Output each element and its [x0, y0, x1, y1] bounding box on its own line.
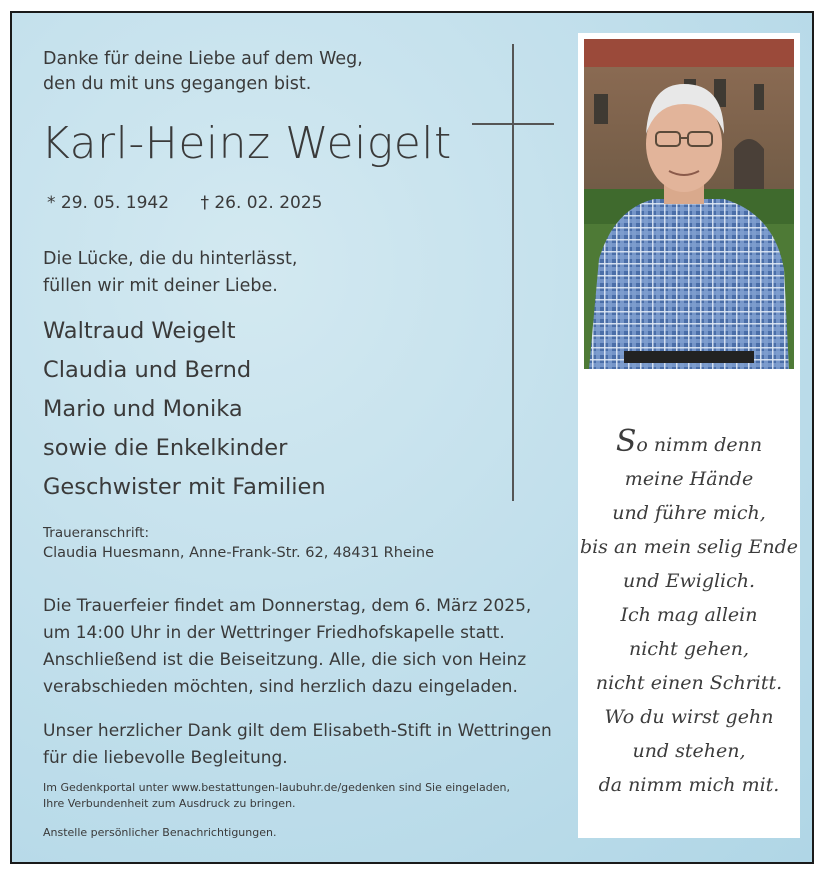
portrait-photo [584, 39, 794, 369]
service-line: um 14:00 Uhr in der Wettringer Friedhofskapelle statt. [43, 623, 505, 643]
poem-line: meine Hände [624, 468, 754, 490]
notification-note: Anstelle persönlicher Benachrichtigungen. [43, 826, 277, 839]
portal-line: Im Gedenkportal unter www.bestattungen-laubuhr.de/gedenken sind Sie eingeladen, [43, 781, 510, 794]
birth-date: * 29. 05. 1942 [47, 193, 170, 213]
thanks-line: Unser herzlicher Dank gilt dem Elisabeth-Stift in Wettringen [43, 721, 552, 741]
memorial-verse [43, 246, 297, 300]
mourner: Claudia und Bernd [43, 357, 252, 383]
service-line: Anschließend ist die Beiseitzung. Alle, die sich von Heinz [43, 650, 527, 670]
cross-icon-bar [472, 123, 554, 125]
poem [578, 424, 800, 802]
poem-initial: S [615, 424, 637, 459]
mourners-list [43, 312, 326, 507]
intro-line: Danke für deine Liebe auf dem Weg, [43, 49, 363, 69]
thanks-note [43, 718, 552, 772]
deceased-name: Karl-Heinz Weigelt [41, 118, 452, 169]
verse-line: Die Lücke, die du hinterlässt, [43, 249, 298, 269]
intro-quote [43, 47, 363, 97]
poem-line: nicht einen Schritt. [595, 672, 783, 694]
service-info [43, 593, 531, 701]
death-date: † 26. 02. 2025 [200, 193, 323, 213]
poem-line [578, 424, 800, 462]
portal-line: Ihre Verbundenheit zum Ausdruck zu bringen. [43, 797, 296, 810]
mourner: sowie die Enkelkinder [43, 435, 288, 461]
poem-line: nicht gehen, [628, 638, 750, 660]
intro-line: den du mit uns gegangen bist. [43, 74, 312, 94]
poem-line: Ich mag allein [620, 604, 758, 626]
poem-first-rest: o nimm denn [636, 434, 763, 456]
poem-line: da nimm mich mit. [598, 774, 780, 796]
photo-panel [578, 33, 800, 838]
obituary-card [10, 11, 814, 864]
poem-line: bis an mein selig Ende [579, 536, 799, 558]
memorial-portal-note [43, 780, 510, 812]
poem-line: Wo du wirst gehn [604, 706, 774, 728]
mourner: Waltraud Weigelt [43, 318, 236, 344]
address-label: Traueranschrift: [43, 525, 149, 541]
poem-line: und führe mich, [612, 502, 766, 524]
cross-icon [512, 44, 514, 501]
service-line: verabschieden möchten, sind herzlich dazu eingeladen. [43, 677, 518, 697]
service-line: Die Trauerfeier findet am Donnerstag, dem 6. März 2025, [43, 596, 532, 616]
poem-line: und Ewiglich. [622, 570, 756, 592]
mourner: Mario und Monika [43, 396, 243, 422]
mourner: Geschwister mit Familien [43, 474, 326, 500]
thanks-line: für die liebevolle Begleitung. [43, 748, 288, 768]
poem-line: und stehen, [632, 740, 746, 762]
mourning-address: Claudia Huesmann, Anne-Frank-Str. 62, 48431 Rheine [43, 545, 435, 561]
life-dates [47, 193, 349, 213]
verse-line: füllen wir mit deiner Liebe. [43, 276, 278, 296]
